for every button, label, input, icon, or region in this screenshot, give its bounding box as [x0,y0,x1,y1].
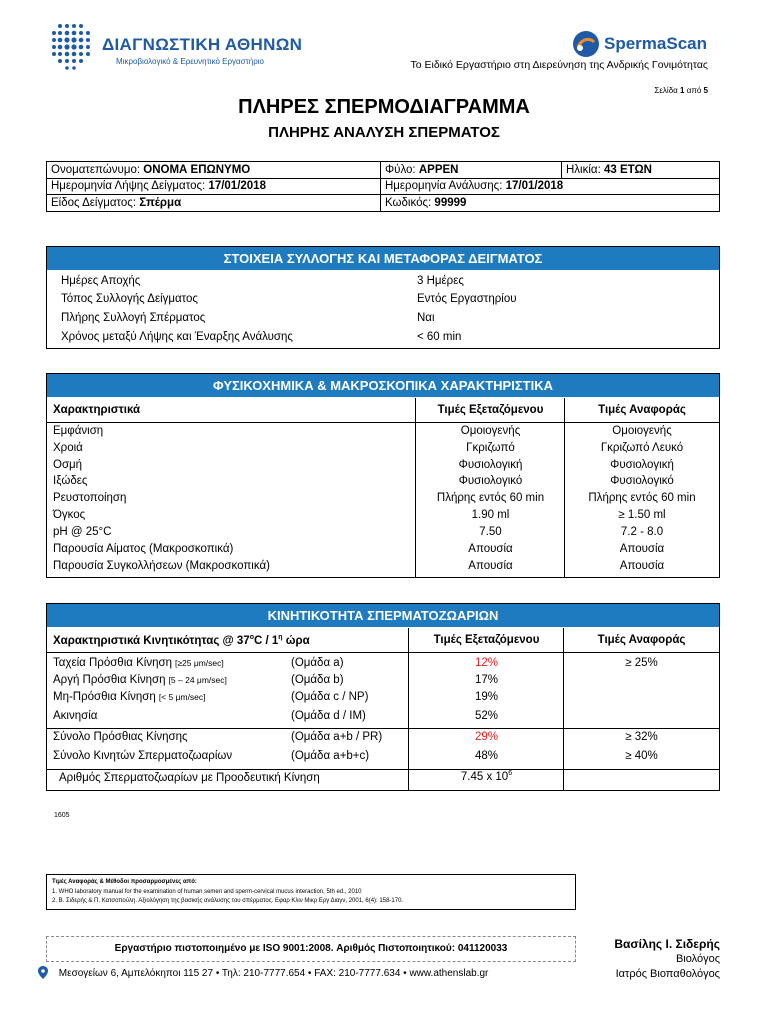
collection-value: 3 Ημέρες [417,275,464,287]
motility-speed: [5 – 24 μm/sec] [168,675,227,685]
sample-code: 99999 [434,196,467,209]
physico-row-value: Γκριζωπό [466,442,515,454]
physico-row-value: Φυσιολογικό [458,475,523,487]
motility-row-label: Σύνολο Κινητών Σπερματοζωαρίων [53,750,233,762]
physico-row-label: pH @ 25°C [53,526,112,538]
references-title: Τιμές Αναφοράς & Μέθοδοι προσαρμοσμένες από: [52,879,197,885]
motility-reference: ≥ 32% [625,731,658,743]
motility-heading: ΚΙΝΗΤΙΚΟΤΗΤΑ ΣΠΕΡΜΑΤΟΖΩΑΡΙΩΝ [47,604,719,627]
reference-2: 2. Β. Σιδερής & Π. Κατσοπούλη. Αξιολόγηση της βασικής ανάλυσης του σπέρματος. Εφαρ Κλιν Μικρ Εργ Διαγν, 2001, 6(4): 158-170. [52,898,404,904]
collection-section [46,246,720,349]
sample-type-cell: Είδος Δείγματος: Σπέρμα [47,195,381,212]
references-box [46,874,576,910]
lab-brand-name: ΔΙΑΓΝΩΣΤΙΚΗ ΑΘΗΝΩΝ [102,35,303,54]
physico-row-label: Ιξώδες [53,475,88,487]
progressive-value: 7.45 x $10^6$ [460,770,513,783]
physico-row-label: Χροιά [53,442,83,454]
signatory-role-2: Ιατρός Βιοπαθολόγος [615,968,720,980]
physico-row-reference: 7.2 - 8.0 [620,526,664,538]
row-divider [47,769,719,770]
physico-row-value: 7.50 [479,526,502,538]
physico-row-label: Ρευστοποίηση [53,492,127,504]
patient-age: 43 ΕΤΩΝ [603,163,652,176]
sample-date-cell: Ημερομηνία Λήψης Δείγματος: 17/01/2018 [47,178,381,195]
physico-row-reference: Φυσιολογικό [610,475,674,487]
iso-certification: Εργαστήριο πιστοποιημένο με ISO 9001:2008. Αριθμός Πιστοποιητικού: 041120033 [46,936,576,962]
address-text: Μεσογείων 6, Αμπελόκηποι 115 27 • Τηλ: 210-7777.654 • FAX: 210-7777.634 • www.athenslab.gr [58,968,489,979]
physico-row-value: Ομοιογενής [460,425,521,437]
physico-row-reference: Φυσιολογική [610,459,674,471]
motility-col-value: Τιμές Εξεταζόμενου [433,634,540,646]
motility-speed: [≥25 μm/sec] [174,658,224,668]
motility-reference: ≥ 40% [625,750,658,762]
address-line [38,966,488,979]
motility-group: (Ομάδα d / IM) [291,710,366,722]
motility-section [46,603,720,791]
spermascan-logo [572,30,722,60]
motility-group: (Ομάδα c / NP) [291,691,369,703]
motility-col-reference: Τιμές Αναφοράς [597,634,686,646]
physico-row-value: Απουσία [468,543,513,555]
reference-1: 1. WHO laboratory manual for the examination of human semen and sperm-cervical mucus interaction, 5th ed., 2010 [52,888,362,895]
motility-reference: ≥ 25% [625,657,658,669]
age-cell: Ηλικία: 43 ΕΤΩΝ [562,162,720,179]
collection-label: Ημέρες Αποχής [61,275,141,287]
sex-cell: Φύλο: ΑΡΡΕΝ [381,162,562,179]
patient-name: ΟΝΟΜΑ ΕΠΩΝΥΜΟ [143,163,251,176]
row-divider [47,728,719,729]
spermascan-logo-icon [572,30,600,58]
physico-row-reference: Ομοιογενής [612,425,672,437]
motility-group: (Ομάδα a) [291,657,344,669]
spermascan-name: SpermaScan [604,34,707,53]
signatory-name: Βασίλης Ι. Σιδερής [614,937,720,951]
lab-logo [50,22,320,72]
page-title: ΠΛΗΡΕΣ ΣΠΕΡΜΟΔΙΑΓΡΑΜΜΑ [238,96,530,118]
physico-col-reference: Τιμές Αναφοράς [598,404,686,416]
collection-heading: ΣΤΟΙΧΕΙΑ ΣΥΛΛΟΓΗΣ ΚΑΙ ΜΕΤΑΦΟΡΑΣ ΔΕΙΓΜΑΤΟΣ [47,247,719,270]
code-cell: Κωδικός: 99999 [381,195,720,212]
collection-label: Πλήρης Συλλογή Σπέρματος [61,312,206,324]
motility-header-row [47,628,719,653]
motility-row-label: Αργή Πρόσθια Κίνηση [5 – 24 μm/sec] [53,674,227,686]
sample-type: Σπέρμα [139,196,182,209]
physico-row-label: Όγκος [53,509,86,521]
page-of: από [686,86,702,95]
physico-col-characteristics: Χαρακτηριστικά [53,404,141,416]
footnote-number: 1605 [54,812,70,819]
motility-row-label: Ταχεία Πρόσθια Κίνηση [≥25 μm/sec] [53,657,224,669]
physico-row-reference: Απουσία [619,560,665,572]
physico-row-reference: Απουσία [619,543,665,555]
motility-value: 19% [474,691,499,703]
physico-row-label: Εμφάνιση [53,425,104,437]
collection-label: Τόπος Συλλογής Δείγματος [61,293,198,305]
physico-heading: ΦΥΣΙΚΟΧΗΜΙΚΑ & ΜΑΚΡΟΣΚΟΠΙΚΑ ΧΑΡΑΚΤΗΡΙΣΤΙΚΑ [47,374,719,397]
physico-row-label: Παρουσία Συγκολλήσεων (Μακροσκοπικά) [53,560,270,572]
name-cell: Ονοματεπώνυμο: ΟΝΟΜΑ ΕΠΩΝΥΜΟ [47,162,381,179]
collection-value: Ναι [417,312,435,324]
physico-section [46,373,720,578]
tagline: Το Ειδικό Εργαστήριο στη Διερεύνηση της Ανδρικής Γονιμότητας [410,59,708,71]
physico-row-value: Απουσία [468,560,513,572]
motility-value: 48% [474,750,499,762]
physico-col-value: Τιμές Εξεταζόμενου [437,404,544,416]
motility-row-label: Ακινησία [53,710,98,722]
page-number [654,86,708,95]
motility-speed: [< 5 μm/sec] [158,692,206,702]
collection-label: Χρόνος μεταξύ Λήψης και Έναρξης Ανάλυσης [61,331,293,343]
motility-col-characteristics: Χαρακτηριστικά Κινητικότητας @ $37^oC / 1^\eta$ ώρα [53,634,310,647]
motility-group: (Ομάδα a+b+c) [291,750,370,762]
collection-value: Εντός Εργαστηρίου [417,293,517,305]
physico-header-row [47,398,719,423]
motility-group: (Ομάδα a+b / PR) [291,731,383,743]
page-total: 5 [703,86,708,95]
dot-grid-logo-icon [50,22,94,72]
patient-sex: ΑΡΡΕΝ [418,163,459,176]
physico-row-reference: Γκριζωπό Λευκό [600,442,684,454]
patient-info-table [46,161,720,212]
physico-row-label: Οσμή [53,459,83,471]
physico-row-reference: Πλήρης εντός 60 min [588,492,696,504]
location-pin-icon [38,966,48,979]
motility-group: (Ομάδα b) [291,674,344,686]
analysis-date: 17/01/2018 [505,180,564,193]
physico-row-reference: ≥ 1.50 ml [618,509,666,521]
progressive-label: Αριθμός Σπερματοζωαρίων με Προοδευτική Κίνηση [59,772,320,784]
motility-value: 29% [474,731,499,743]
physico-row-value: Πλήρης εντός 60 min [436,492,545,504]
motility-value: 12% [474,657,499,669]
sample-date: 17/01/2018 [208,180,266,193]
motility-value: 52% [474,710,499,722]
lab-brand-subtitle: Μικροβιολογικό & Ερευνητικό Εργαστήριο [116,57,264,66]
signatory-role-1: Βιολόγος [675,953,720,965]
page-current: 1 [680,86,685,95]
physico-row-value: Φυσιολογική [458,459,523,471]
motility-value: 17% [474,674,499,686]
physico-row-label: Παρουσία Αίματος (Μακροσκοπικά) [53,543,234,555]
collection-value: < 60 min [417,331,462,343]
page-subtitle: ΠΛΗΡΗΣ ΑΝΑΛΥΣΗ ΣΠΕΡΜΑΤΟΣ [268,124,500,141]
motility-row-label: Σύνολο Πρόσθιας Κίνησης [53,731,188,743]
physico-row-value: 1.90 ml [471,509,510,521]
page-prefix: Σελίδα [654,86,678,95]
analysis-date-cell: Ημερομηνία Ανάλυσης: 17/01/2018 [381,178,720,195]
motility-row-label: Μη-Πρόσθια Κίνηση [< 5 μm/sec] [53,691,206,703]
